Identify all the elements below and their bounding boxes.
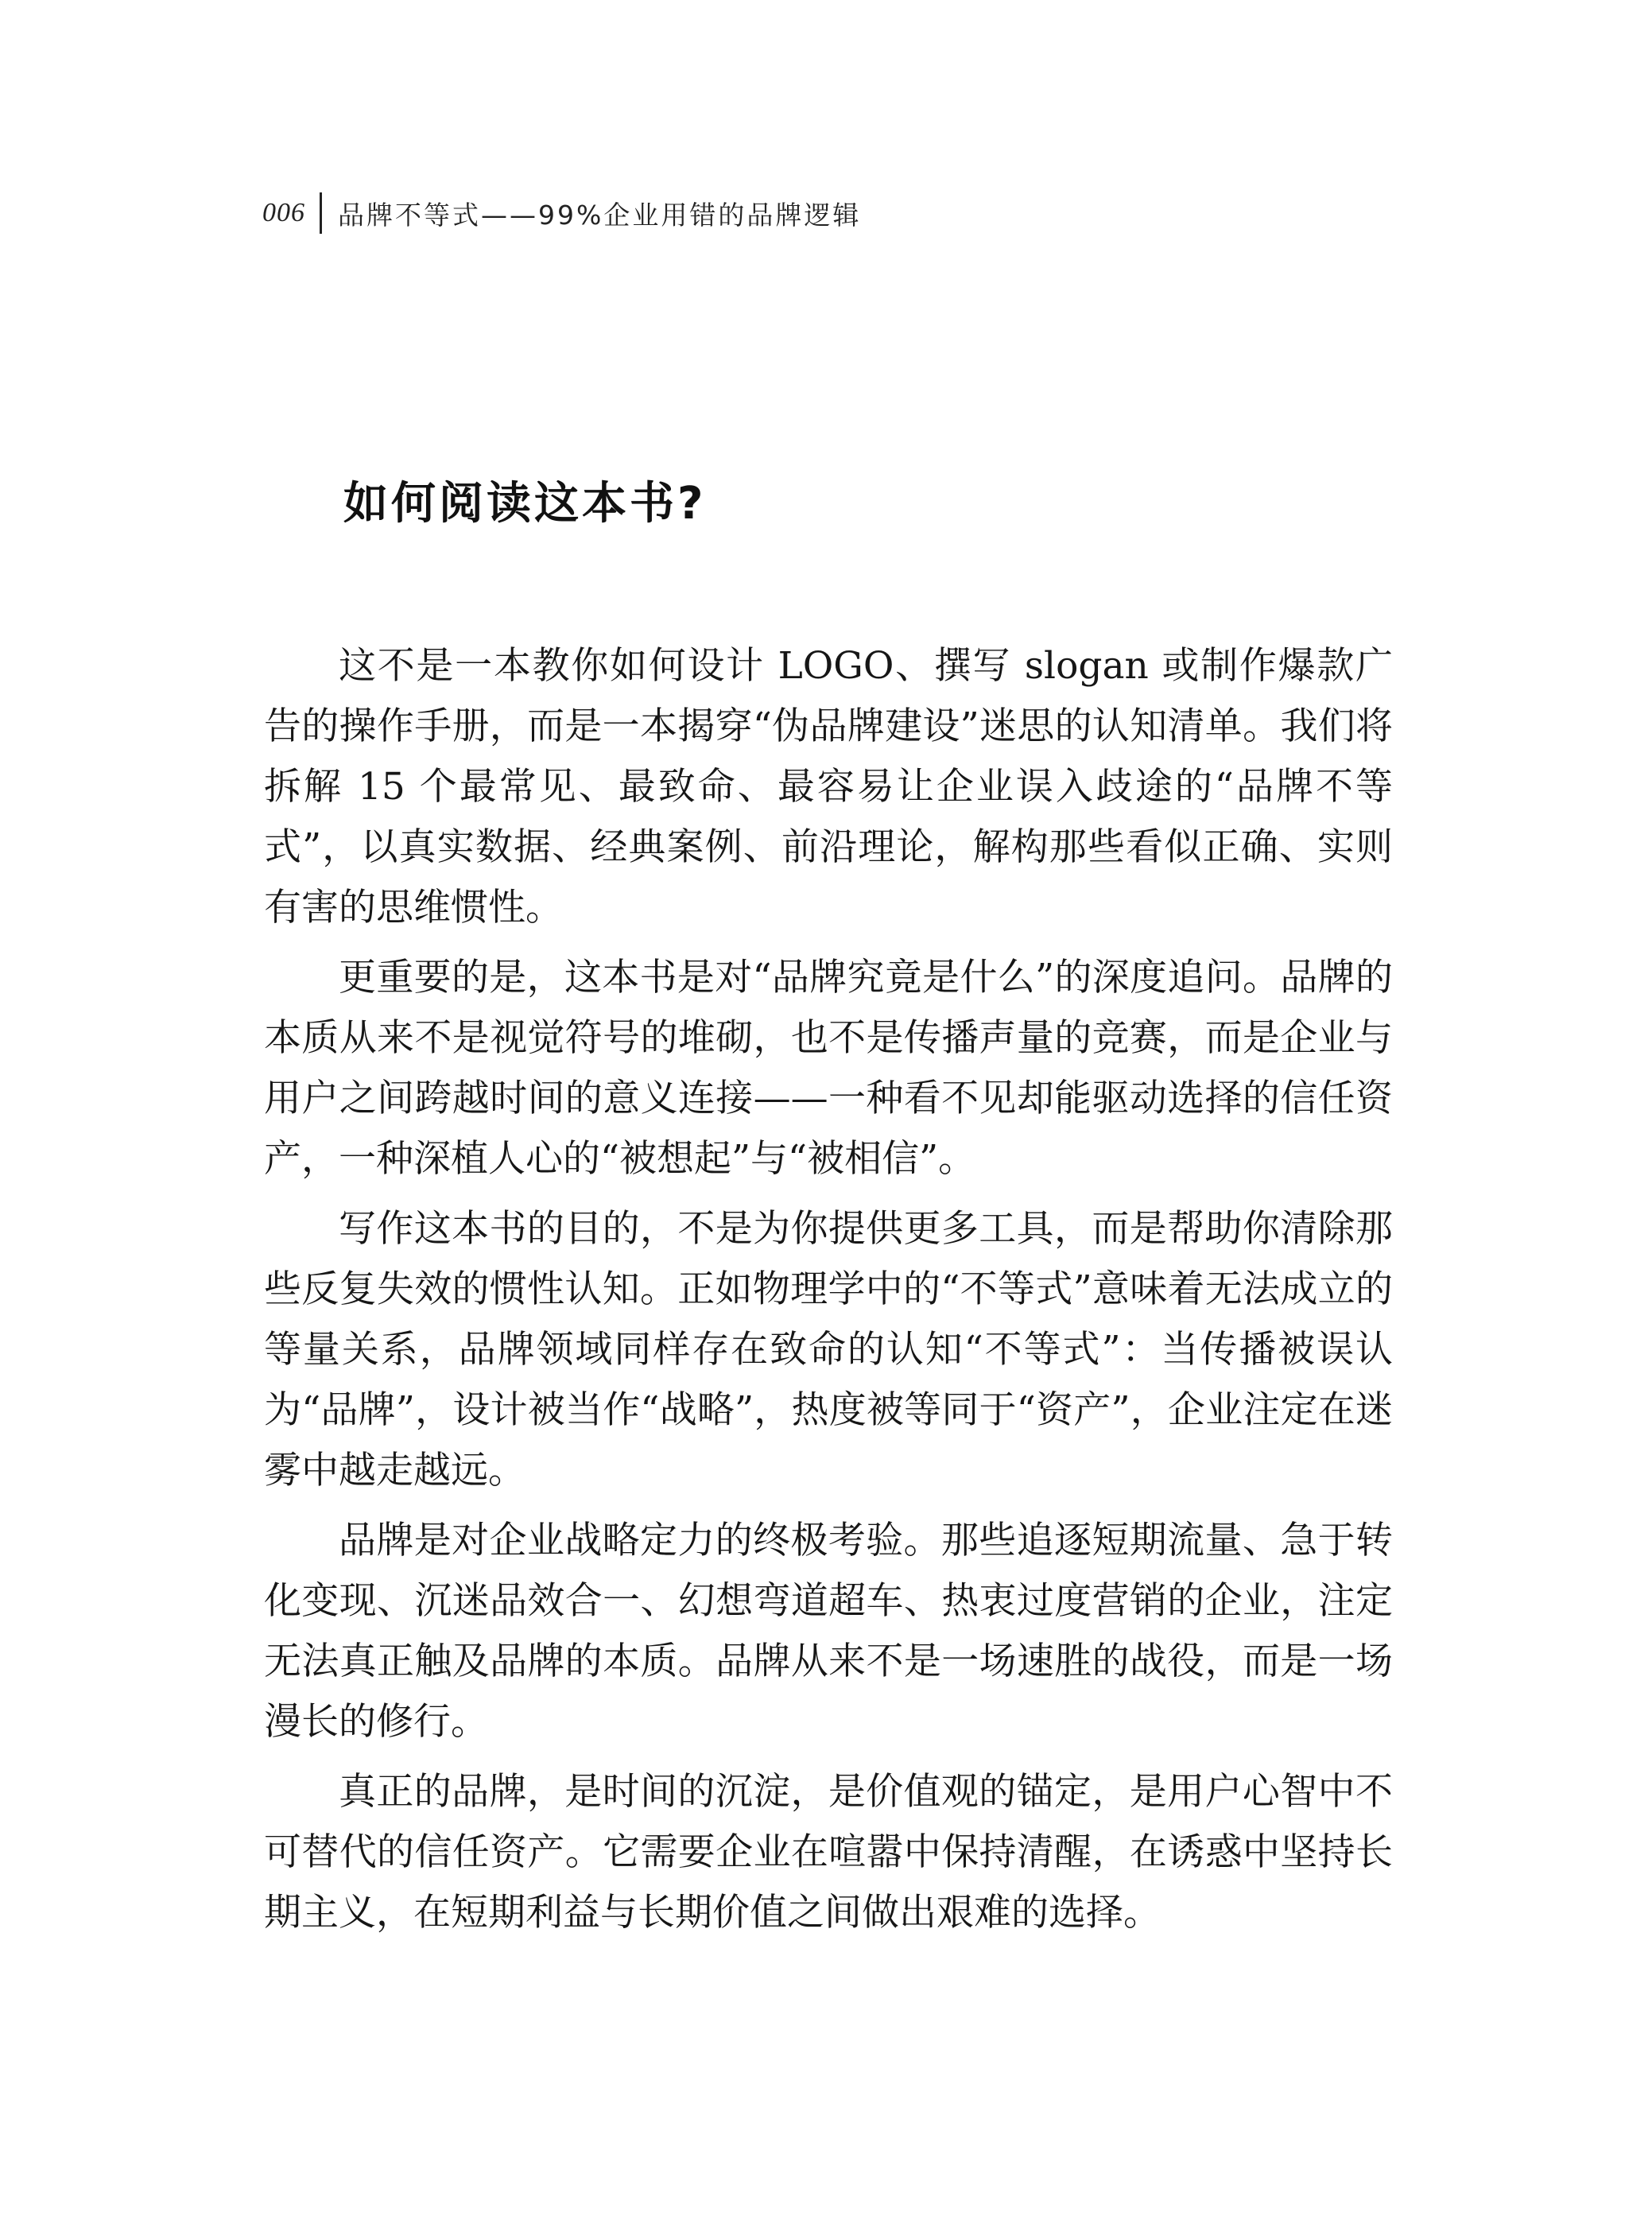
paragraph: 更重要的是，这本书是对“品牌究竟是什么”的深度追问。品牌的本质从来不是视觉符号的堆砌，也不是传播声量的竞赛，而是企业与用户之间跨越时间的意义连接——一种看不见却能驱动选择的信任资产，一种深植人心的“被想起”与“被相信”。: [264, 956, 1393, 1181]
paragraph: 真正的品牌，是时间的沉淀，是价值观的锚定，是用户心智中不可替代的信任资产。它需要企业在喧嚣中保持清醒，在诱惑中坚持长期主义，在短期利益与长期价值之间做出艰难的选择。: [264, 1770, 1393, 1935]
paragraph: 品牌是对企业战略定力的终极考验。那些追逐短期流量、急于转化变现、沉迷品效合一、幻想弯道超车、热衷过度营销的企业，注定无法真正触及品牌的本质。品牌从来不是一场速胜的战役，而是一场漫长的修行。: [264, 1519, 1393, 1744]
book-title: 品牌不等式——99%企业用错的品牌逻辑: [338, 199, 862, 231]
paragraph: 这不是一本教你如何设计 LOGO、撰写 slogan 或制作爆款广告的操作手册，而是一本揭穿“伪品牌建设”迷思的认知清单。我们将拆解 15 个最常见、最致命、最容易让企业误入歧途的“品牌不等式”，以真实数据、经典案例、前沿理论，解构那些看似正确、实则有害的思维惯性。: [264, 644, 1393, 929]
running-head: [262, 189, 861, 237]
header-divider: [320, 192, 322, 234]
chapter-title: 如何阅读这本书?: [343, 478, 707, 530]
body-text: [264, 636, 1393, 1953]
page-number: 006: [262, 198, 305, 227]
paragraph: 写作这本书的目的，不是为你提供更多工具，而是帮助你清除那些反复失效的惯性认知。正如物理学中的“不等式”意味着无法成立的等量关系，品牌领域同样存在致命的认知“不等式”：当传播被误认为“品牌”，设计被当作“战略”，热度被等同于“资产”，企业注定在迷雾中越走越远。: [264, 1207, 1393, 1492]
